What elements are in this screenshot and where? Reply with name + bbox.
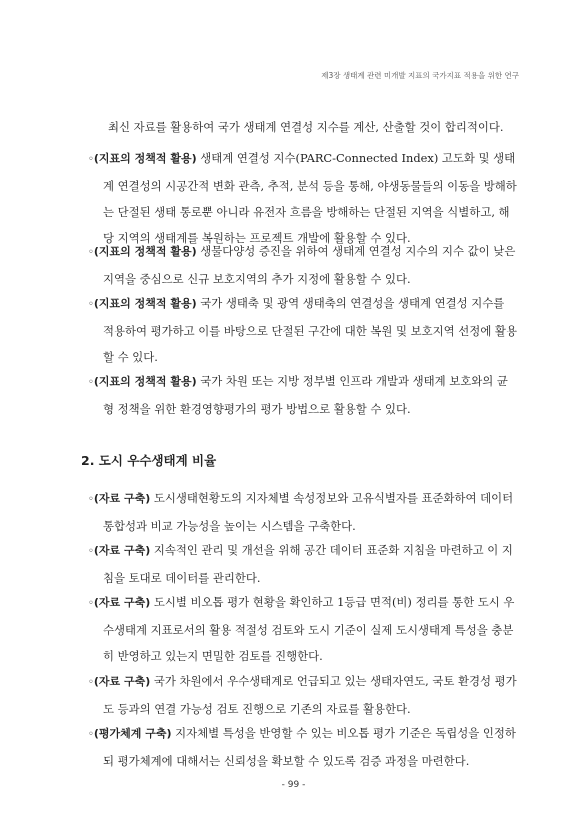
bullet-line bbox=[88, 668, 520, 696]
bullet-icon: ◦ bbox=[88, 247, 94, 258]
bullet-item bbox=[88, 368, 520, 422]
bullet-item bbox=[88, 238, 520, 292]
bullet-tag: (자료 구축) bbox=[93, 675, 151, 688]
bullet-line bbox=[88, 266, 520, 292]
bullet-item bbox=[88, 145, 520, 251]
bullet-icon: ◦ bbox=[88, 546, 94, 557]
bullet-text: 국가 생태축 및 광역 생태축의 연결성을 생태계 연결성 지수를 bbox=[196, 296, 505, 310]
bullet-text: 지속적인 관리 및 개선을 위해 공간 데이터 표준화 지침을 마련하고 이 지 bbox=[150, 543, 513, 557]
bullet-text: 생물다양성 증진을 위하여 생태계 연결성 지수의 지수 값이 낮은 bbox=[196, 244, 516, 258]
bullet-text: 국가 차원에서 우수생태계로 언급되고 있는 생태자연도, 국토 환경성 평가 bbox=[150, 674, 517, 688]
bullet-text: 도시별 비오톱 평가 현황을 확인하고 1등급 면적(비) 정리를 통한 도시 우 bbox=[150, 595, 515, 609]
bullet-item bbox=[88, 720, 520, 774]
bullet-tag: (지표의 정책적 활용) bbox=[93, 152, 197, 165]
bullet-text: 국가 차원 또는 지방 정부별 인프라 개발과 생태계 보호와의 균 bbox=[196, 374, 508, 388]
bullet-text: 되 평가체계에 대해서는 신뢰성을 확보할 수 있도록 검증 과정을 마련한다. bbox=[103, 754, 470, 768]
bullet-icon: ◦ bbox=[88, 494, 94, 505]
bullet-tag: (자료 구축) bbox=[93, 492, 151, 505]
bullet-line bbox=[88, 290, 520, 318]
bullet-text: 통합성과 비교 가능성을 높이는 시스템을 구축한다. bbox=[103, 519, 356, 533]
bullet-text: 생태계 연결성 지수(PARC-Connected Index) 고도화 및 생태 bbox=[196, 151, 516, 165]
bullet-text: 계 연결성의 시공간적 변화 관측, 추적, 분석 등을 통해, 야생동물들의 이동을 방해하 bbox=[103, 179, 517, 193]
bullet-text: 히 반영하고 있는지 면밀한 검토를 진행한다. bbox=[103, 649, 323, 663]
bullet-line bbox=[88, 368, 520, 396]
running-header: 제3장 생태계 관련 미개발 지표의 국가지표 적용을 위한 연구 bbox=[321, 71, 519, 80]
bullet-text: 수생태계 지표로서의 활용 적절성 검토와 도시 기준이 실제 도시생태계 특성을 충분 bbox=[103, 623, 514, 637]
bullet-text: 지자체별 특성을 반영할 수 있는 비오톱 평가 기준은 독립성을 인정하 bbox=[171, 726, 516, 740]
bullet-line bbox=[88, 145, 520, 173]
bullet-line bbox=[88, 643, 520, 669]
bullet-item bbox=[88, 668, 520, 722]
bullet-tag: (평가체계 구축) bbox=[93, 727, 172, 740]
bullet-line bbox=[88, 565, 520, 591]
bullet-line bbox=[88, 238, 520, 266]
bullet-line bbox=[88, 696, 520, 722]
bullet-icon: ◦ bbox=[88, 154, 94, 165]
bullet-icon: ◦ bbox=[88, 299, 94, 310]
page-number: - 99 - bbox=[281, 780, 306, 790]
bullet-line bbox=[88, 513, 520, 539]
bullet-tag: (지표의 정책적 활용) bbox=[93, 375, 197, 388]
bullet-icon: ◦ bbox=[88, 377, 94, 388]
bullet-text: 지역을 중심으로 신규 보호지역의 추가 지정에 활용할 수 있다. bbox=[103, 272, 411, 286]
bullet-item bbox=[88, 290, 520, 370]
bullet-line bbox=[88, 344, 520, 370]
bullet-text: 도 등과의 연결 가능성 검토 진행으로 기존의 자료를 활용한다. bbox=[103, 702, 411, 716]
bullet-line bbox=[88, 748, 520, 774]
bullet-text: 침을 토대로 데이터를 관리한다. bbox=[103, 571, 261, 585]
bullet-line bbox=[88, 617, 520, 643]
bullet-text: 형 정책을 위한 환경영향평가의 평가 방법으로 활용할 수 있다. bbox=[103, 402, 411, 416]
bullet-line bbox=[88, 318, 520, 344]
bullet-text: 는 단절된 생태 통로뿐 아니라 유전자 흐름을 방해하는 단절된 지역을 식별하고, 해 bbox=[103, 205, 510, 219]
section-heading: 2. 도시 우수생태계 비율 bbox=[81, 453, 217, 468]
intro-paragraph: 최신 자료를 활용하여 국가 생태계 연결성 지수를 계산, 산출할 것이 합리적이다. bbox=[108, 120, 504, 134]
bullet-tag: (자료 구축) bbox=[93, 596, 151, 609]
bullet-line bbox=[88, 589, 520, 617]
bullet-text: 적용하여 평가하고 이를 바탕으로 단절된 구간에 대한 복원 및 보호지역 선정에 활용 bbox=[103, 324, 517, 338]
bullet-icon: ◦ bbox=[88, 729, 94, 740]
bullet-line bbox=[88, 199, 520, 225]
bullet-line bbox=[88, 537, 520, 565]
bullet-text: 도시생태현황도의 지자체별 속성정보와 고유식별자를 표준화하여 데이터 bbox=[150, 491, 514, 505]
bullet-item bbox=[88, 589, 520, 669]
bullet-text: 당 지역의 생태계를 복원하는 프로젝트 개발에 활용할 수 있다. bbox=[103, 231, 411, 245]
bullet-tag: (자료 구축) bbox=[93, 544, 151, 557]
bullet-tag: (지표의 정책적 활용) bbox=[93, 245, 197, 258]
bullet-line bbox=[88, 173, 520, 199]
bullet-line bbox=[88, 396, 520, 422]
bullet-text: 할 수 있다. bbox=[103, 350, 158, 364]
bullet-line bbox=[88, 485, 520, 513]
bullet-icon: ◦ bbox=[88, 598, 94, 609]
bullet-tag: (지표의 정책적 활용) bbox=[93, 297, 197, 310]
bullet-item bbox=[88, 485, 520, 539]
bullet-icon: ◦ bbox=[88, 677, 94, 688]
bullet-line bbox=[88, 720, 520, 748]
bullet-item bbox=[88, 537, 520, 591]
